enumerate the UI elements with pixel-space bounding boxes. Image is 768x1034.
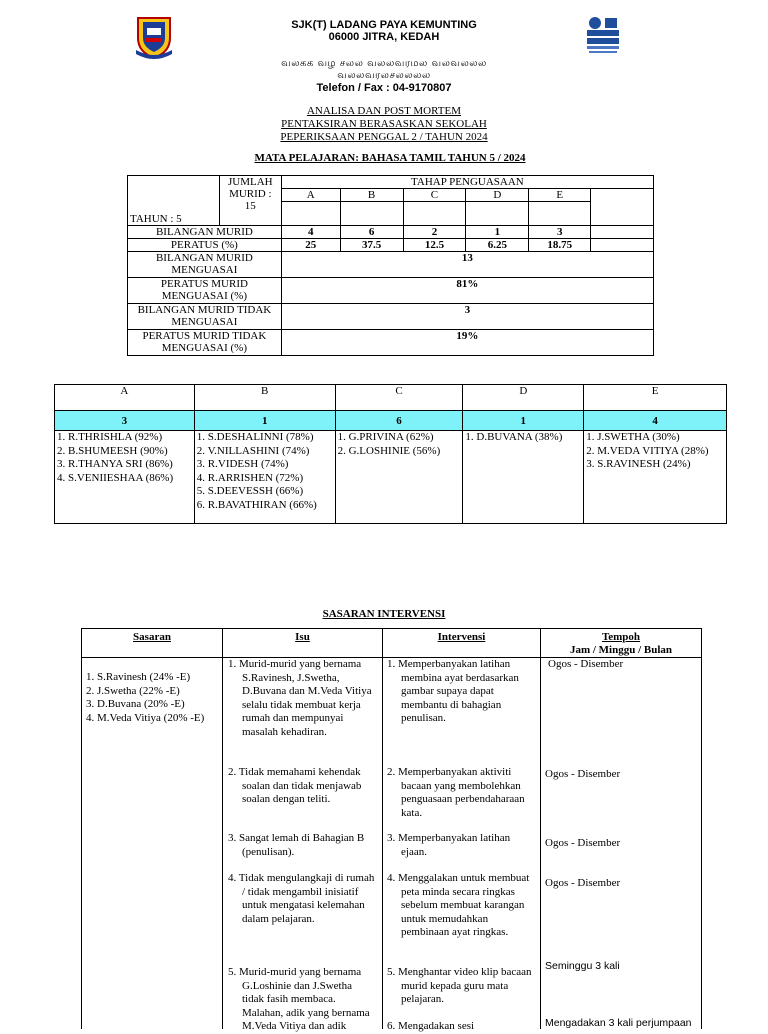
grade-count-d: 1 [463,411,584,431]
list-item: 4. R.ARRISHEN (72%) [196,471,304,484]
list-item: 2. B.SHUMEESH (90%) [57,444,168,457]
bilangan-c: 2 [403,226,466,239]
intervensi-item-1: 1. Memperbanyakan latihan membina ayat berdasarkan gambar supaya dapat membantu di bahagian penulisan. [387,658,519,724]
tahap-header: TAHAP PENGUASAAN [281,176,653,189]
tidak-menguasai-label: BILANGAN MURID TIDAK MENGUASAI [128,304,282,330]
list-item: 1. R.THRISHLA (92%) [57,431,163,443]
list-item: 3. R.THANYA SRI (86%) [57,458,173,470]
intervensi-item-3: 3. Memperbanyakan latihan ejaan. [387,832,511,858]
grade-d-header: D [466,189,529,202]
bilangan-label: BILANGAN MURID [128,226,282,239]
isu-item-2: 2. Tidak memahami kehendak soalan dan tidak menjawab soalan dengan teliti. [228,766,362,805]
bilangan-b: 6 [340,226,403,239]
grade-a-header: A [281,189,340,202]
list-item: 2. G.LOSHINIE (56%) [337,444,441,457]
header-sasaran: Sasaran [133,631,171,643]
column-divider [382,629,383,1029]
spacer-cell [281,202,340,226]
list-item: 3. R.VIDESH (74%) [196,458,289,470]
menguasai-label: BILANGAN MURID MENGUASAI [128,252,282,278]
peratus-d: 6.25 [466,239,529,252]
students-e [584,431,727,524]
grade-count-c: 6 [335,411,463,431]
grade-count-b: 1 [194,411,335,431]
tempoh-item-6: Mengadakan 3 kali perjumpaan [545,1017,692,1029]
peratus-b: 37.5 [340,239,403,252]
grade-col-d: D [463,385,584,411]
students-c [335,431,463,524]
empty-cell [591,239,654,252]
header-intervensi: Intervensi [437,631,486,643]
title-subject: MATA PELAJARAN: BAHASA TAMIL TAHUN 5 / 2024 [254,152,526,164]
grade-col-a: A [55,385,195,411]
tempoh-item-5: Seminggu 3 kali [545,960,620,972]
spacer-cell [403,202,466,226]
list-item: 2. J.Swetha (22% -E) [86,684,180,697]
title-pentaksiran: PENTAKSIRAN BERASASKAN SEKOLAH [281,118,487,130]
header-tempoh-sub: Jam / Minggu / Bulan [569,644,673,656]
students-a [55,431,195,524]
students-d [463,431,584,524]
spacer-cell [529,202,591,226]
ministry-logo-icon [583,14,623,56]
bilangan-e: 3 [529,226,591,239]
isu-item-5: 5. Murid-murid yang bernama G.Loshinie dan J.Swetha tidak fasih membaca. Malahan, adik yang bernama M.Veda Vitiya dan adik [228,966,370,1032]
header-tempoh: Tempoh [601,631,641,643]
isu-item-4: 4. Tidak mengulangkaji di rumah / tidak mengambil inisiatif untuk mengatasi kelemahan dalam pelajaran. [228,872,375,925]
grade-count-a: 3 [55,411,195,431]
tempoh-item-4: Ogos - Disember [545,877,621,889]
peratus-tidak-menguasai-value: 19% [281,330,653,356]
spacer-cell [466,202,529,226]
header-isu: Isu [295,631,310,643]
isu-item-3: 3. Sangat lemah di Bahagian B (penulisan). [228,832,365,858]
school-name: SJK(T) LADANG PAYA KEMUNTING [291,19,477,31]
tamil-line-2: வலலவரலசலலலல [337,70,431,81]
school-phone: Telefon / Fax : 04-9170807 [316,82,452,94]
column-divider [540,629,541,1029]
intervensi-item-4: 4. Menggalakan untuk membuat peta minda secara ringkas sebelum membuat karangan untuk memudahkan pembinaan ayat ringkas. [387,872,530,938]
grade-col-c: C [335,385,463,411]
column-divider [222,629,223,1029]
intervensi-item-6: 6. Mengadakan sesi [387,1020,475,1032]
intervensi-item-5: 5. Menghantar video klip bacaan murid kepada guru mata pelajaran. [387,966,532,1005]
list-item: 1. G.PRIVINA (62%) [337,431,434,443]
peratus-label: PERATUS (%) [128,239,282,252]
bilangan-a: 4 [281,226,340,239]
tempoh-item-2: Ogos - Disember [545,768,621,780]
summary-table [127,175,654,356]
grade-col-b: B [194,385,335,411]
jumlah-value: 15 [244,200,256,212]
jumlah-cell [219,176,281,226]
list-item: 4. S.VENIIESHAA (86%) [57,471,174,484]
list-item: 4. M.Veda Vitiya (20% -E) [86,711,205,724]
peratus-menguasai-value: 81% [281,278,653,304]
spacer-cell [340,202,403,226]
list-item: 1. S.DESHALINNI (78%) [196,431,314,443]
jumlah-label: JUMLAH MURID : [227,176,273,200]
list-item: 3. S.RAVINESH (24%) [586,458,691,470]
list-item: 1. J.SWETHA (30%) [586,431,680,443]
grade-b-header: B [340,189,403,202]
menguasai-value: 13 [281,252,653,278]
list-item: 1. D.BUVANA (38%) [465,431,563,443]
peratus-c: 12.5 [403,239,466,252]
tempoh-item-1: Ogos - Disember [548,658,624,670]
students-b [194,431,335,524]
grade-count-e: 4 [584,411,727,431]
list-item: 6. R.BAVATHIRAN (66%) [196,498,317,511]
list-item: 2. M.VEDA VITIYA (28%) [586,444,709,457]
peratus-e: 18.75 [529,239,591,252]
tahun-cell: TAHUN : 5 [128,176,220,226]
grade-c-header: C [403,189,466,202]
empty-cell [591,226,654,239]
bilangan-d: 1 [466,226,529,239]
tamil-line-1: வலகக வழ சலல வலலவரமல வலவலலல [281,58,487,69]
peratus-menguasai-label: PERATUS MURID MENGUASAI (%) [128,278,282,304]
title-peperiksaan: PEPERIKSAAN PENGGAL 2 / TAHUN 2024 [280,131,488,143]
tidak-menguasai-value: 3 [281,304,653,330]
tempoh-item-3: Ogos - Disember [545,837,621,849]
title-analisa: ANALISA DAN POST MORTEM [306,105,462,117]
peratus-tidak-menguasai-label: PERATUS MURID TIDAK MENGUASAI (%) [128,330,282,356]
grade-distribution-table [54,384,727,524]
list-item: 1. S.Ravinesh (24% -E) [86,671,191,683]
intervensi-table [81,628,702,1032]
list-item: 2. V.NILLASHINI (74%) [196,444,310,457]
school-address: 06000 JITRA, KEDAH [328,31,440,43]
isu-item-1: 1. Murid-murid yang bernama S.Ravinesh, J.Swetha, D.Buvana dan M.Veda Vitiya selalu tidak membuat kerja rumah dan mempunyai masalah kehadiran. [228,658,372,738]
sasaran-list [86,671,220,725]
school-crest-icon [134,14,174,60]
grade-col-e: E [584,385,727,411]
empty-grade-cell [591,189,654,226]
peratus-a: 25 [281,239,340,252]
list-item: 3. D.Buvana (20% -E) [86,698,185,710]
grade-e-header: E [529,189,591,202]
list-item: 5. S.DEEVESSH (66%) [196,485,304,497]
intervensi-title: SASARAN INTERVENSI [322,608,446,620]
intervensi-item-2: 2. Memperbanyakan aktiviti bacaan yang membolehkan penguasaan perbendaharaan kata. [387,766,525,819]
